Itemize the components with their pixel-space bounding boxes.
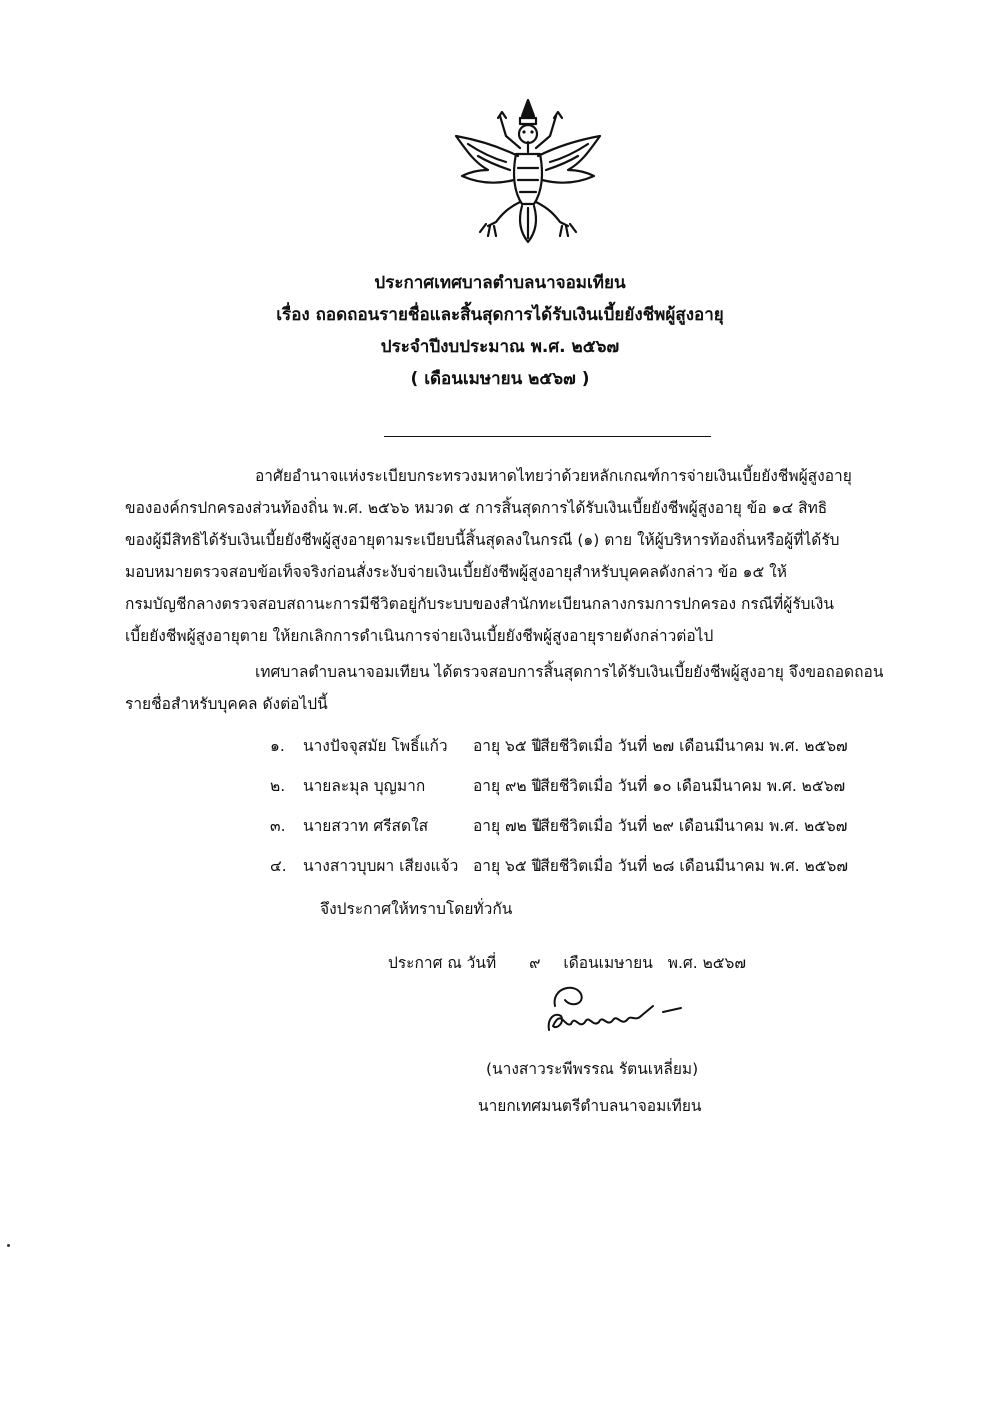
announcement-fiscal-year: ประจำปีงบประมาณ พ.ศ. ๒๕๖๗ <box>380 337 620 357</box>
deceased-list <box>270 733 910 893</box>
announcement-date <box>388 950 756 975</box>
paragraph-line: รายชื่อสำหรับบุคคล ดังต่อไปนี้ <box>125 695 328 713</box>
garuda-emblem-icon <box>448 96 608 246</box>
paragraph-line: มอบหมายตรวจสอบข้อเท็จจริงก่อนสั่งระงับจ่ายเงินเบี้ยยังชีพผู้สูงอายุสำหรับบุคคลดังกล่าว ข้อ ๑๕ ให้ <box>125 563 787 581</box>
item-name: นางสาวบุบผา เสียงแจ้ว <box>303 857 459 875</box>
list-item <box>270 733 910 773</box>
item-name: นางปัจจุสมัย โพธิ์แก้ว <box>303 737 448 755</box>
item-number: ๒. <box>270 777 286 795</box>
item-detail: เสียชีวิตเมื่อ วันที่ ๒๙ เดือนมีนาคม พ.ศ. ๒๕๖๗ <box>535 817 848 835</box>
item-detail: เสียชีวิตเมื่อ วันที่ ๑๐ เดือนมีนาคม พ.ศ. ๒๕๖๗ <box>535 777 846 795</box>
date-year: พ.ศ. ๒๕๖๗ <box>667 954 747 972</box>
item-number: ๔. <box>270 857 287 875</box>
item-number: ๑. <box>270 737 285 755</box>
item-age: อายุ ๗๒ ปี <box>473 817 542 835</box>
item-number: ๓. <box>270 817 286 835</box>
paragraph-line: ของผู้มีสิทธิได้รับเงินเบี้ยยังชีพผู้สูงอายุตามระเบียบนี้สิ้นสุดลงในกรณี (๑) ตาย ให้ผู้บริหารท้องถิ่นหรือผู้ที่ได้รับ <box>125 531 840 549</box>
item-age: อายุ ๙๒ ปี <box>473 777 542 795</box>
paragraph-line: กรมบัญชีกลางตรวจสอบสถานะการมีชีวิตอยู่กับระบบของสำนักทะเบียนกลางกรมการปกครอง กรณีที่ผู้รับเงิน <box>125 595 834 613</box>
item-detail: เสียชีวิตเมื่อ วันที่ ๒๘ เดือนมีนาคม พ.ศ. ๒๕๖๗ <box>535 857 849 875</box>
list-item <box>270 853 910 893</box>
signature-mark <box>535 978 695 1048</box>
item-name: นายสวาท ศรีสดใส <box>303 817 429 835</box>
date-prefix: ประกาศ ณ วันที่ <box>388 954 497 972</box>
list-item <box>270 773 910 813</box>
paragraph-line: เบี้ยยังชีพผู้สูงอายุตาย ให้ยกเลิกการดำเนินการจ่ายเงินเบี้ยยังชีพผู้สูงอายุรายดังกล่าวต่อไป <box>125 627 714 645</box>
paragraph-authority <box>125 460 895 652</box>
item-age: อายุ ๖๕ ปี <box>473 737 542 755</box>
paragraph-line: ขององค์กรปกครองส่วนท้องถิ่น พ.ศ. ๒๕๖๖ หมวด ๕ การสิ้นสุดการได้รับเงินเบี้ยยังชีพผู้สูงอายุ ข้อ ๑๔ สิทธิ <box>125 499 828 517</box>
item-name: นายละมุล บุญมาก <box>303 777 426 795</box>
signer-position: นายกเทศมนตรีตำบลนาจอมเทียน <box>478 1097 702 1115</box>
date-month: เดือนเมษายน <box>563 954 653 972</box>
scan-speck <box>7 1244 10 1247</box>
list-item <box>270 813 910 853</box>
item-detail: เสียชีวิตเมื่อ วันที่ ๒๗ เดือนมีนาคม พ.ศ. ๒๕๖๗ <box>535 737 848 755</box>
announcement-subject: เรื่อง ถอดถอนรายชื่อและสิ้นสุดการได้รับเงินเบี้ยยังชีพผู้สูงอายุ <box>276 305 724 325</box>
heading-divider <box>384 436 711 437</box>
paragraph-removal <box>125 656 895 720</box>
item-age: อายุ ๖๕ ปี <box>473 857 542 875</box>
signer-name: (นางสาวระพีพรรณ รัตนเหลี่ยม) <box>486 1060 699 1078</box>
announcement-month: ( เดือนเมษายน ๒๕๖๗ ) <box>410 369 590 389</box>
closing-statement: จึงประกาศให้ทราบโดยทั่วกัน <box>320 900 513 918</box>
paragraph-line: อาศัยอำนาจแห่งระเบียบกระทรวงมหาดไทยว่าด้วยหลักเกณฑ์การจ่ายเงินเบี้ยยังชีพผู้สูงอายุ <box>255 467 852 485</box>
paragraph-line: เทศบาลตำบลนาจอมเทียน ได้ตรวจสอบการสิ้นสุดการได้รับเงินเบี้ยยังชีพผู้สูงอายุ จึงขอถอดถอน <box>255 663 884 681</box>
date-day: ๙ <box>529 954 541 972</box>
announcement-org: ประกาศเทศบาลตำบลนาจอมเทียน <box>374 273 626 293</box>
